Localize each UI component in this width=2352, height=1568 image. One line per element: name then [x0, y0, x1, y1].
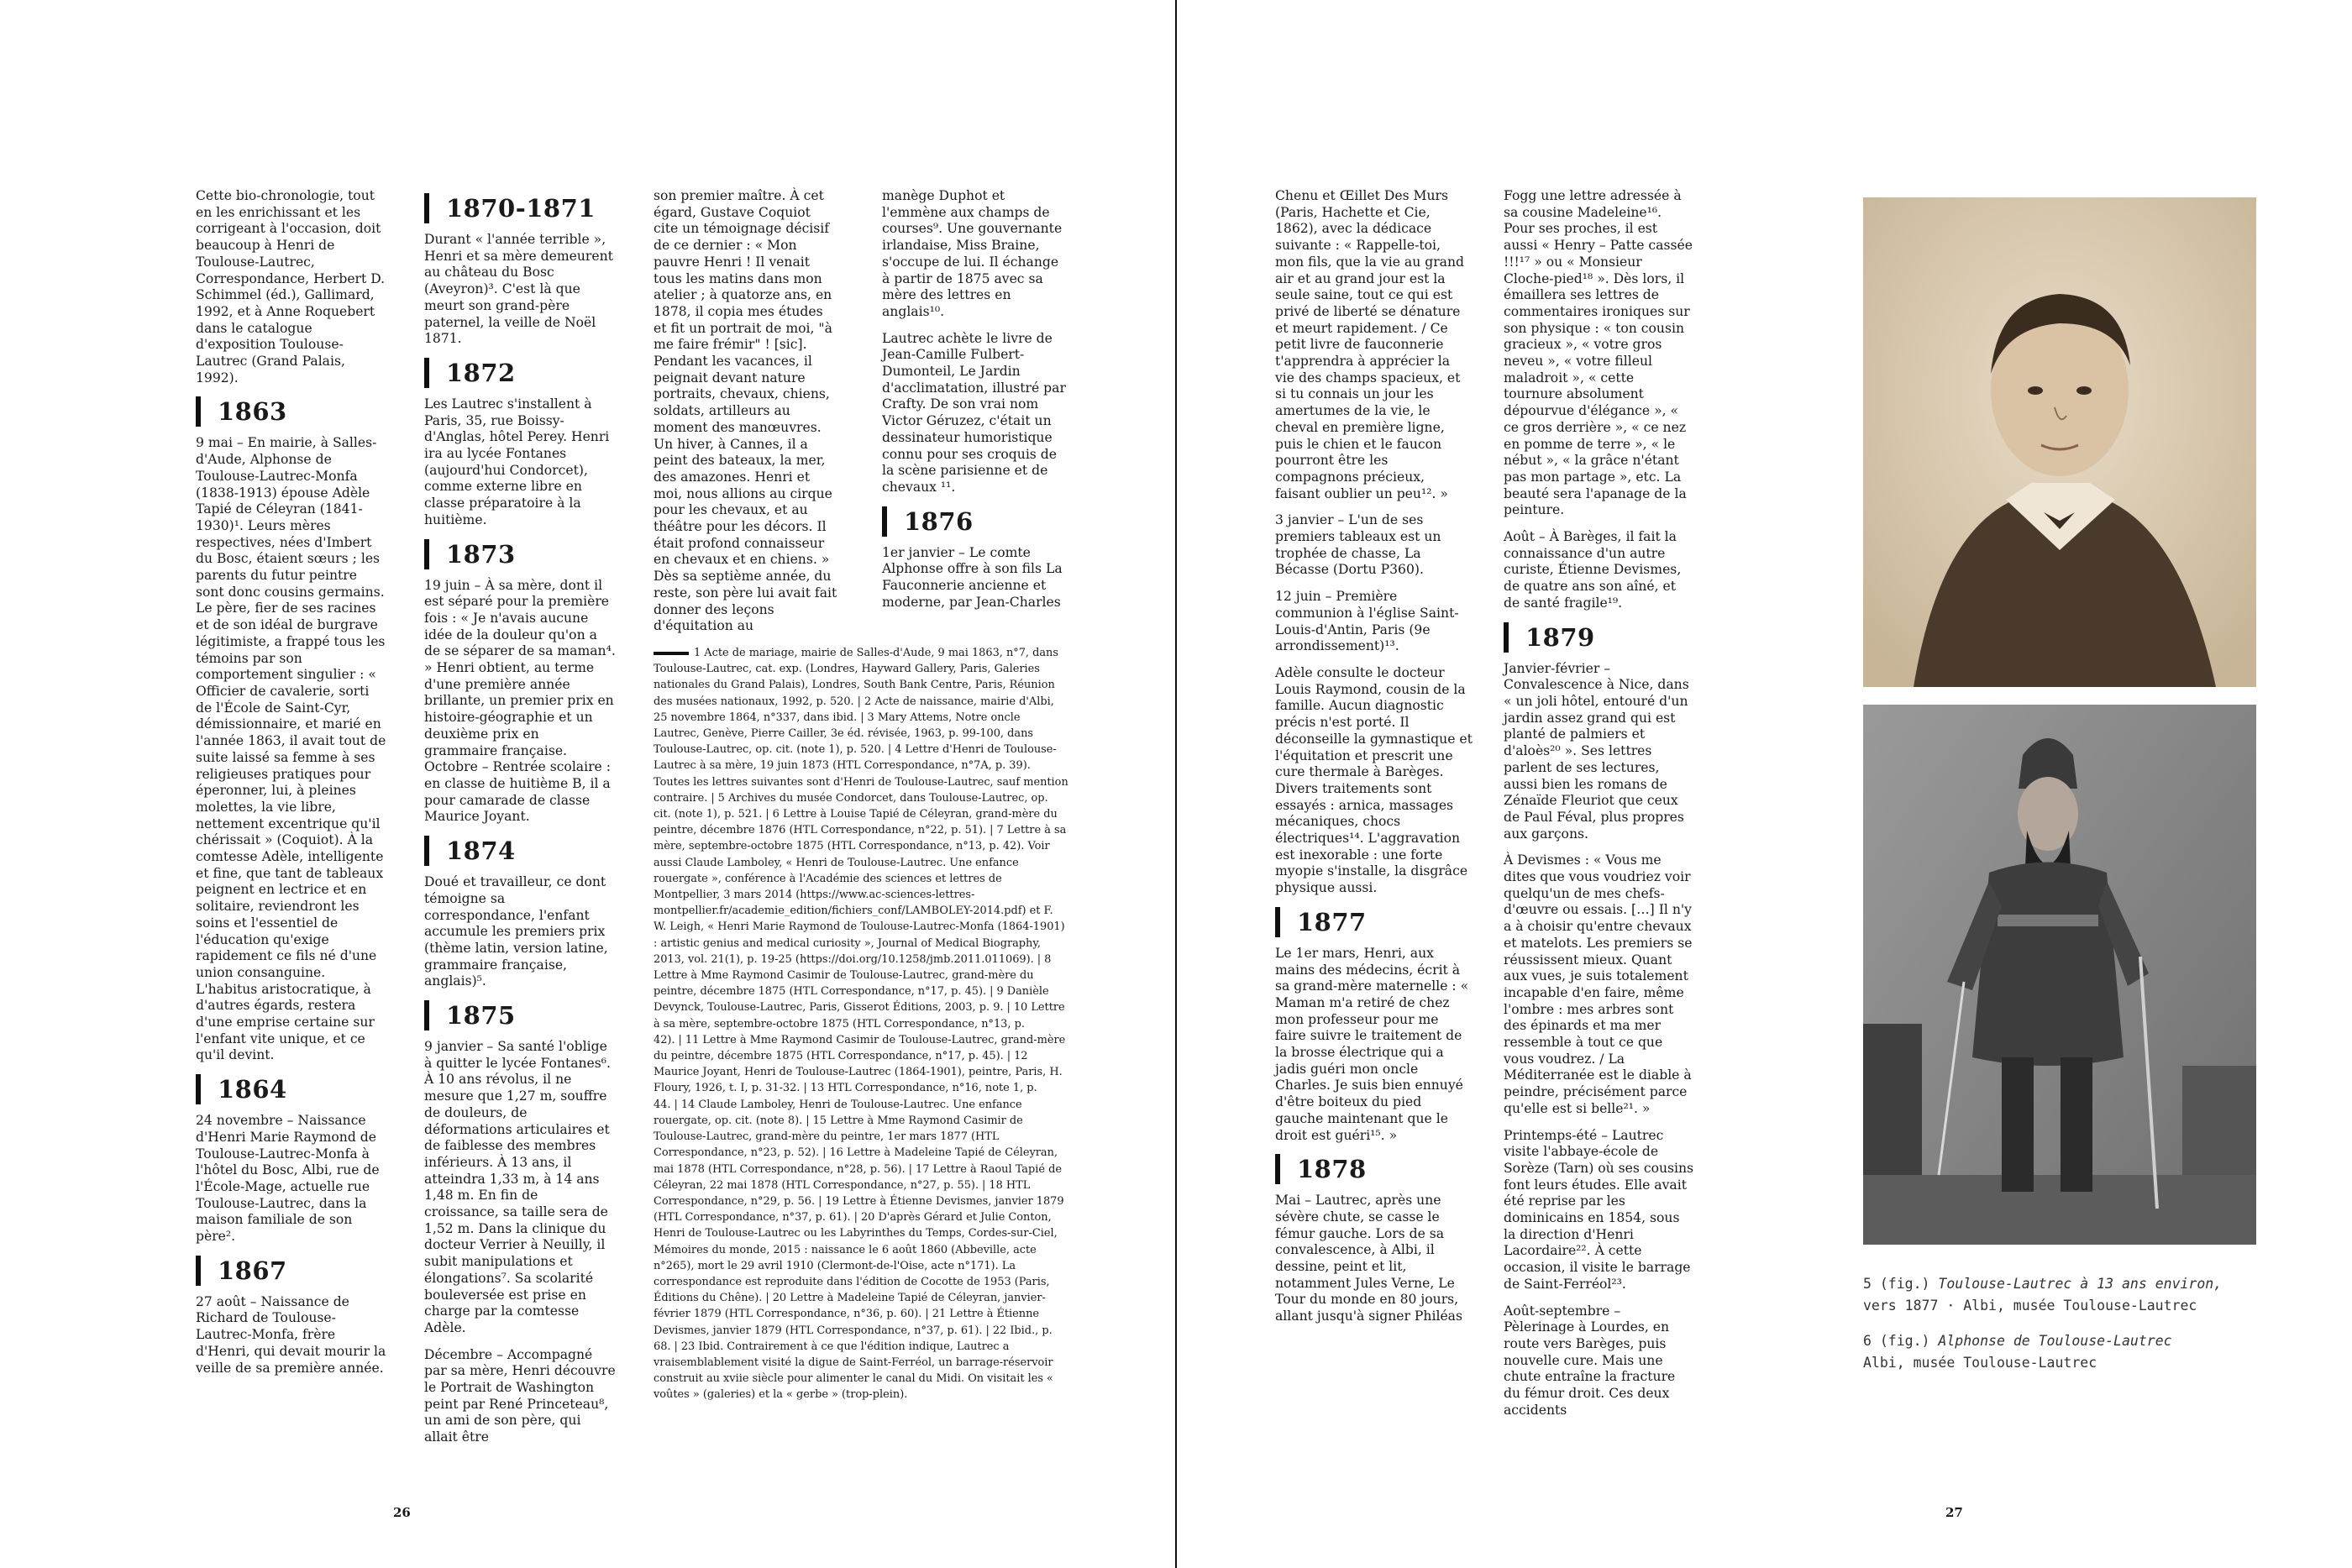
- footnote-separator: |: [985, 1324, 990, 1337]
- year-heading: 1867: [196, 1256, 387, 1286]
- footnote-separator: |: [990, 824, 994, 837]
- footnote: 8 Lettre à Mme Raymond Casimir de Toulouse-Lautrec, grand-mère du peintre, décembre 1875 (HTL Correspondance, n°17, p. 45).: [654, 952, 1052, 999]
- footnote-separator: |: [990, 985, 994, 999]
- footnote: 1 Acte de mariage, mairie de Salles-d'Aude, 9 mai 1863, n°7, dans Toulouse-Lautrec, cat. exp. (Londres, Hayward Gallery, Paris, Galeries nationales du Grand Palais), Londres, South Bank Centre, Paris, Réunion des musées nationaux, 1992, p. 520.: [654, 647, 1058, 708]
- body-paragraph: 3 janvier – L'un de ses premiers tableaux est un trophée de chasse, La Bécasse (Dortu P360).: [1275, 512, 1441, 578]
- right-column-1: [1275, 188, 1473, 1335]
- caption-fig6-title: Alphonse de Toulouse-Lautrec: [1938, 1333, 2172, 1349]
- footnote: 20 Lettre à Madeleine Tapié de Céleyran, janvier-février 1879 (HTL Correspondance, n°36, p. 60).: [654, 1292, 1046, 1321]
- right-column-2: [1504, 188, 1695, 1429]
- body-paragraph: 27 août – Naissance de Richard de Toulouse-Lautrec-Monfa, frère d'Henri, qui devait mourir la veille de sa première année.: [196, 1293, 386, 1376]
- year-heading: 1872: [424, 358, 616, 388]
- footnote-rule: [654, 652, 689, 655]
- body-paragraph: Décembre – Accompagné par sa mère, Henri découvre le Portrait de Washington peint par René Princeteau⁸, un ami de son père, qui allait être: [424, 1346, 616, 1445]
- footnote: 2 Acte de naissance, mairie d'Albi, 25 novembre 1864, n°337, dans ibid.: [654, 695, 1054, 724]
- left-column-2: [424, 188, 616, 1456]
- footnote: 12 Maurice Joyant, Henri de Toulouse-Lautrec (1864-1901), peintre, Paris, H. Floury, 1926, t. I, p. 31-32.: [654, 1050, 1063, 1095]
- footnote-separator: |: [765, 808, 769, 821]
- year-heading: 1863: [196, 396, 387, 427]
- footnote-separator: |: [818, 1194, 822, 1208]
- body-paragraph: 9 janvier – Sa santé l'oblige à quitter le lycée Fontanes⁶. À 10 ans révolus, il ne mesure que 1,27 m, souffre de douleurs, de déformations articulaires et de faiblesse des membres inférieurs. À 13 ans, il atteindra 1,33 m, à 14 ans 1,48 m. En fin de croissance, sa taille sera de 1,52 m. Dans la clinique du docteur Verrier à Neuilly, il subit manipulations et élongations⁷. Sa scolarité bouleversée est prise en charge par la comtesse Adèle.: [424, 1039, 611, 1335]
- year-heading: 1873: [424, 539, 616, 569]
- footnote: 10 Lettre à sa mère, septembre-octobre 1875 (HTL Correspondance, n°13, p. 42).: [654, 1001, 1065, 1046]
- body-paragraph: 1er janvier – Le comte Alphonse offre à son fils La Fauconnerie ancienne et moderne, par Jean-Charles: [882, 544, 1063, 610]
- body-paragraph: Cette bio-chronologie, tout en les enrichissant et les corrigeant à l'occasion, doit beaucoup à Henri de Toulouse-Lautrec, Correspondance, Herbert D. Schimmel (éd.), Gallimard, 1992, et à Anne Roquebert dans le catalogue d'exposition Toulouse-Lautrec (Grand Palais, 1992).: [196, 188, 386, 385]
- year-heading: 1877: [1275, 907, 1473, 937]
- footnote: 13 HTL Correspondance, n°16, note 1, p. 44.: [654, 1082, 1037, 1111]
- year-heading: 1870-1871: [424, 193, 616, 223]
- year-heading: 1874: [424, 836, 616, 866]
- footnote: 21 Lettre à Étienne Devismes, janvier 1879 (HTL Correspondance, n°37, p. 61).: [654, 1308, 1040, 1337]
- body-paragraph: Août-septembre – Pèlerinage à Lourdes, en route vers Barèges, puis nouvelle cure. Mais une chute entraîne la fracture du fémur droit. Ces deux accidents: [1504, 1303, 1676, 1418]
- footnotes: [654, 645, 1068, 1403]
- footnote-separator: |: [982, 1178, 986, 1192]
- footnote-separator: |: [925, 1308, 929, 1321]
- portrait-man-costume-icon: [1863, 705, 2256, 1245]
- footnote: 18 HTL Correspondance, n°29, p. 56.: [654, 1178, 1031, 1208]
- footnote-separator: |: [1006, 1001, 1011, 1015]
- footnote-separator: |: [711, 791, 715, 805]
- photo-portrait-man: [1863, 705, 2256, 1245]
- page-number-left: 26: [393, 1505, 411, 1520]
- body-paragraph: Durant « l'année terrible », Henri et sa mère demeurent au château du Bosc (Aveyron)³. C'est là que meurt son grand-père paternel, la veille de Noël 1871.: [424, 232, 613, 347]
- body-paragraph: Chenu et Œillet Des Murs (Paris, Hachette et Cie, 1862), avec la dédicace suivante : « Rappelle-toi, mon fils, que la vie au grand air et au grand jour est la seule saine, tout ce qui est privé de liberté se dénature et meurt rapidement. / Ce petit livre de fauconnerie t'apprendra à apprécier la vie des champs spacieux, et si tu connais un jour les amertumes de la vie, le cheval en première ligne, puis le chien et le faucon pourront être les compagnons précieux, faisant oublier un peu¹². »: [1275, 188, 1464, 501]
- footnote: 14 Claude Lamboley, Henri de Toulouse-Lautrec. Une enfance rouergate, op. cit. (note 8).: [654, 1098, 1022, 1127]
- body-paragraph: Les Lautrec s'installent à Paris, 35, rue Boissy-d'Anglas, hôtel Perey. Henri ira au lycée Fontanes (aujourd'hui Condorcet), comme externe libre en classe préparatoire à la huitième.: [424, 396, 610, 527]
- footnote: 7 Lettre à sa mère, septembre-octobre 1875 (HTL Correspondance, n°13, p. 42). Voir aussi Claude Lamboley, « Henri de Toulouse-Lautrec. Une enfance rouergate », conférence à l'Académie des sciences et lettres de Montpellier, 3 mars 2014 (https://www.ac-sciences-lettres-montpellier.fr/academie_edition/fichiers_conf/LAMBOLEY-2014.pdf) et F. W. Leigh, « Henri Marie Raymond de Toulouse-Lautrec-Monfa (1864-1901) : artistic genius and medical curiosity », Journal of Medical Biography, 2013, vol. 21(1), p. 19-25 (https://doi.org/10.1258/jmb.2011.011069).: [654, 824, 1067, 966]
- footnote-separator: |: [678, 1033, 682, 1046]
- body-paragraph: 24 novembre – Naissance d'Henri Marie Raymond de Toulouse-Lautrec-Monfa à l'hôtel du Bosc, Albi, rue de l'École-Mage, actuelle rue Toulouse-Lautrec, dans la maison familiale de son père².: [196, 1113, 380, 1245]
- footnote-separator: |: [1006, 1050, 1011, 1063]
- body-paragraph: Fogg une lettre adressée à sa cousine Madeleine¹⁶. Pour ses proches, il est aussi « Henry – Patte cassée !!!¹⁷ » ou « Monsieur Cloche-pied¹⁸ ». Dès lors, il émaillera ses lettres de commentaires ironiques sur son physique : « ton cousin gracieux », « votre gros neveu », « votre filleul maladroit », « cette tournure absolument dépourvue d'élégance », « ce gros derrière », « ce nez en pomme de terre », « le nébut », « la grâce n'étant pas mon partage », etc. La beauté sera l'apanage de la peinture.: [1504, 188, 1693, 518]
- caption-fig5: [1863, 1273, 2250, 1317]
- footnote: 6 Lettre à Louise Tapié de Céleyran, grand-mère du peintre, décembre 1876 (HTL Correspondance, n°22, p. 51).: [654, 808, 1058, 837]
- footnote: 16 Lettre à Madeleine Tapié de Céleyran, mai 1878 (HTL Correspondance, n°28, p. 56).: [654, 1146, 1058, 1176]
- footnote: 9 Danièle Devynck, Toulouse-Lautrec, Paris, Gisserot Éditions, 2003, p. 9.: [654, 985, 1049, 1015]
- year-heading: 1875: [424, 1000, 616, 1030]
- left-column-4: [882, 188, 1068, 621]
- footnote-separator: |: [822, 1146, 827, 1160]
- footnote-separator: |: [674, 1098, 678, 1111]
- footnote-separator: |: [1037, 952, 1042, 966]
- body-paragraph: Janvier-février – Convalescence à Nice, dans « un joli hôtel, entouré d'un jardin assez grand qui est planté de palmiers et d'aloès²⁰ ». Ses lettres parlent de ses lectures, aussi bien les romans de Zénaïde Fleuriot que ceux de Paul Féval, plus propres aux garçons.: [1504, 660, 1689, 842]
- caption-fig5-rest: vers 1877 · Albi, musée Toulouse-Lautrec: [1863, 1298, 2197, 1314]
- year-heading: 1876: [882, 506, 1068, 537]
- body-paragraph: Doué et travailleur, ce dont témoigne sa correspondance, l'enfant accumule les premiers prix (thème latin, version latine, grammaire française, anglais)⁵.: [424, 874, 608, 989]
- portrait-boy-icon: [1863, 197, 2256, 687]
- body-paragraph: 12 juin – Première communion à l'église Saint-Louis-d'Antin, Paris (9e arrondissement)¹³.: [1275, 589, 1459, 654]
- body-paragraph: 19 juin – À sa mère, dont il est séparé pour la première fois : « Je n'avais aucune idée de la douleur qu'on a de se séparer de sa maman⁴. » Henri obtient, au terme d'une première année brillante, un premier prix en histoire-géographie et un deuxième prix en grammaire française. Octobre – Rentrée scolaire : en classe de huitième B, il a pour camarade de classe Maurice Joyant.: [424, 577, 616, 825]
- footnote: 4 Lettre d'Henri de Toulouse-Lautrec à sa mère, 19 juin 1873 (HTL Correspondance, n°7A, p. 39). Toutes les lettres suivantes sont d'Henri de Toulouse-Lautrec, sauf mention contraire.: [654, 743, 1068, 805]
- footnote: 3 Mary Attems, Notre oncle Lautrec, Genève, Pierre Cailler, 3e éd. révisée, 1963, p. 99-100, dans Toulouse-Lautrec, op. cit. (note 1), p. 520.: [654, 711, 1033, 757]
- footnote: 22 Ibid., p. 68.: [654, 1324, 1053, 1353]
- year-heading: 1879: [1504, 622, 1695, 653]
- footnote: 19 Lettre à Étienne Devismes, janvier 1879 (HTL Correspondance, n°37, p. 61).: [654, 1194, 1064, 1225]
- page-number-right: 27: [1945, 1505, 1963, 1520]
- left-column-3: [654, 188, 838, 645]
- year-heading: 1864: [196, 1074, 387, 1104]
- body-paragraph: Lautrec achète le livre de Jean-Camille Fulbert-Dumonteil, Le Jardin d'acclimatation, illustré par Crafty. De son vrai nom Victor Géruzez, c'était un dessinateur humoristique connu pour ses croquis de la scène parisienne et de chevaux ¹¹.: [882, 330, 1066, 495]
- footnote: 23 Ibid. Contrairement à ce que l'édition indique, Lautrec a vraisemblablement visité la digue de Saint-Ferréol, un barrage-réservoir construit au xviie siècle pour alimenter le canal du Midi. On visitait les « voûtes » (galeries) et la « gerbe » (trop-plein).: [654, 1340, 1053, 1402]
- footnote: 17 Lettre à Raoul Tapié de Céleyran, 22 mai 1878 (HTL Correspondance, n°27, p. 55).: [654, 1162, 1062, 1192]
- caption-fig6: [1863, 1330, 2250, 1374]
- body-paragraph: À Devismes : « Vous me dites que vous voudriez voir quelqu'un de mes chefs-d'œuvre ou essais. […] Il n'y a à choisir qu'entre chevaux et matelots. Les premiers se réussissent mieux. Quant aux vues, je suis totalement incapable d'en faire, même l'ombre : mes arbres sont des épinards et ma mer ressemble à tout ce que vous voudrez. / La Méditerranée est le diable à peindre, précisément parce qu'elle est si belle²¹. »: [1504, 852, 1693, 1116]
- footnote: 20 D'après Gérard et Julie Conton, Henri de Toulouse-Lautrec ou les Labyrinthes du Temps, Cordes-sur-Ciel, Mémoires du monde, 2015 : naissance le 6 août 1860 (Abbeville, acte n°265), mort le 29 avril 1910 (Clermont-de-l'Oise, acte n°171). La correspondance est reproduite dans l'édition de Cocotte de 1953 (Paris, Éditions du Chêne).: [654, 1211, 1058, 1305]
- footnote-separator: |: [887, 743, 892, 757]
- footnote: 5 Archives du musée Condorcet, dans Toulouse-Lautrec, op. cit. (note 1), p. 521.: [654, 791, 1048, 821]
- footnote: 15 Lettre à Mme Raymond Casimir de Toulouse-Lautrec, grand-mère du peintre, 1er mars 1877 (HTL Correspondance, n°23, p. 52).: [654, 1114, 1023, 1160]
- footnote-separator: |: [860, 711, 864, 724]
- body-paragraph: Mai – Lautrec, après une sévère chute, se casse le fémur gauche. Lors de sa convalescence, à Albi, il dessine, peint et lit, notamment Jules Verne, Le Tour du monde en 80 jours, allant jusqu'à signer Philéas: [1275, 1193, 1462, 1324]
- footnote-separator: |: [806, 1114, 810, 1127]
- book-spine: [1175, 0, 1177, 1568]
- body-paragraph: son premier maître. À cet égard, Gustave Coquiot cite un témoignage décisif de ce dernier : « Mon pauvre Henri ! Il venait tous les matins dans mon atelier ; à quatorze ans, en 1878, il copia mes études et fit un portrait de moi, "à me faire frémir" ! [sic]. Pendant les vacances, il peignait devant nature portraits, chevaux, chiens, soldats, artilleurs au moment des manœuvres. Un hiver, à Cannes, il a peint des bateaux, la mer, des amazones. Henri et moi, nous allions au cirque pour les chevaux, et au théâtre pour les décors. Il était profond connaisseur en chevaux et en chiens. » Dès sa septième année, du reste, son père lui avait fait donner des leçons d'équitation au: [654, 188, 837, 634]
- footnote-separator: |: [857, 695, 862, 708]
- caption-fig5-number: 5 (fig.): [1863, 1276, 1930, 1292]
- body-paragraph: Le 1er mars, Henri, aux mains des médecins, écrit à sa grand-mère maternelle : « Maman m'a retiré de chez mon professeur pour me faire suivre le traitement de la brosse électrique qui a jadis guéri mon oncle Charles. Je suis bien ennuyé d'être boiteux du pied gauche maintenant que le droit est guéri¹⁵. »: [1275, 945, 1469, 1143]
- footnote-separator: |: [853, 1211, 858, 1225]
- year-heading: 1878: [1275, 1154, 1473, 1184]
- footnote-separator: |: [765, 1292, 769, 1305]
- caption-fig5-title: Toulouse-Lautrec à 13 ans environ,: [1938, 1276, 2223, 1292]
- body-paragraph: Adèle consulte le docteur Louis Raymond, cousin de la famille. Aucun diagnostic précis n'est porté. Il déconseille la gymnastique et l'équitation et prescrit une cure thermale à Barèges. Divers traitements sont essayés : arnica, massages mécaniques, chocs électriques¹⁴. L'aggravation est inexorable : une forte myopie s'installe, la disgrâce physique aussi.: [1275, 664, 1473, 896]
- caption-fig6-rest: Albi, musée Toulouse-Lautrec: [1863, 1355, 2097, 1371]
- body-paragraph: Août – À Barèges, il fait la connaissance d'un autre curiste, Étienne Devismes, de quatre ans son aîné, et de santé fragile¹⁹.: [1504, 529, 1682, 611]
- footnote-separator: |: [674, 1340, 678, 1353]
- left-column-1: [196, 188, 387, 1387]
- caption-fig6-number: 6 (fig.): [1863, 1333, 1930, 1349]
- body-paragraph: manège Duphot et l'emmène aux champs de courses⁹. Une gouvernante irlandaise, Miss Braine, s'occupe de lui. Il échange à partir de 1875 avec sa mère des lettres en anglais¹⁰.: [882, 188, 1063, 319]
- body-paragraph: Printemps-été – Lautrec visite l'abbaye-école de Sorèze (Tarn) où ses cousins font leurs études. Elle avait été reprise par les dominicains en 1854, sous la direction d'Henri Lacordaire²². À cette occasion, il visite le barrage de Saint-Ferréol²³.: [1504, 1127, 1694, 1292]
- footnote-separator: |: [908, 1162, 913, 1176]
- footnote-separator: |: [803, 1082, 807, 1095]
- body-paragraph: 9 mai – En mairie, à Salles-d'Aude, Alphonse de Toulouse-Lautrec-Monfa (1838-1913) épouse Adèle Tapié de Céleyran (1841-1930)¹. Leurs mères respectives, nées d'Imbert du Bosc, étaient sœurs ; les parents du futur peintre sont donc cousins germains. Le père, fier de ses racines et de son idéal de burgrave légitimiste, a frappé tous les témoins par son comportement singulier : « Officier de cavalerie, sorti de l'École de Saint-Cyr, démissionnaire, et marié en l'année 1863, il avait tout de suite laissé sa femme à ses religieuses pratiques pour éperonner, lui, à pleines molettes, la vie libre, nettement excentrique qu'il chérissait » (Coquiot). À la comtesse Adèle, intelligente et fine, que tant de tableaux peignent en lectrice et en solitaire, reviendront les soins et l'essentiel de l'éducation qu'exige rapidement ce fils né d'une union consanguine. L'habitus aristocratique, à d'autres égards, restera d'une emprise certaine sur l'enfant vite unique, et ce qu'il devint.: [196, 435, 386, 1063]
- photo-portrait-boy: [1863, 197, 2256, 687]
- footnote: 11 Lettre à Mme Raymond Casimir de Toulouse-Lautrec, grand-mère du peintre, décembre 1875 (HTL Correspondance, n°17, p. 45).: [654, 1033, 1066, 1063]
